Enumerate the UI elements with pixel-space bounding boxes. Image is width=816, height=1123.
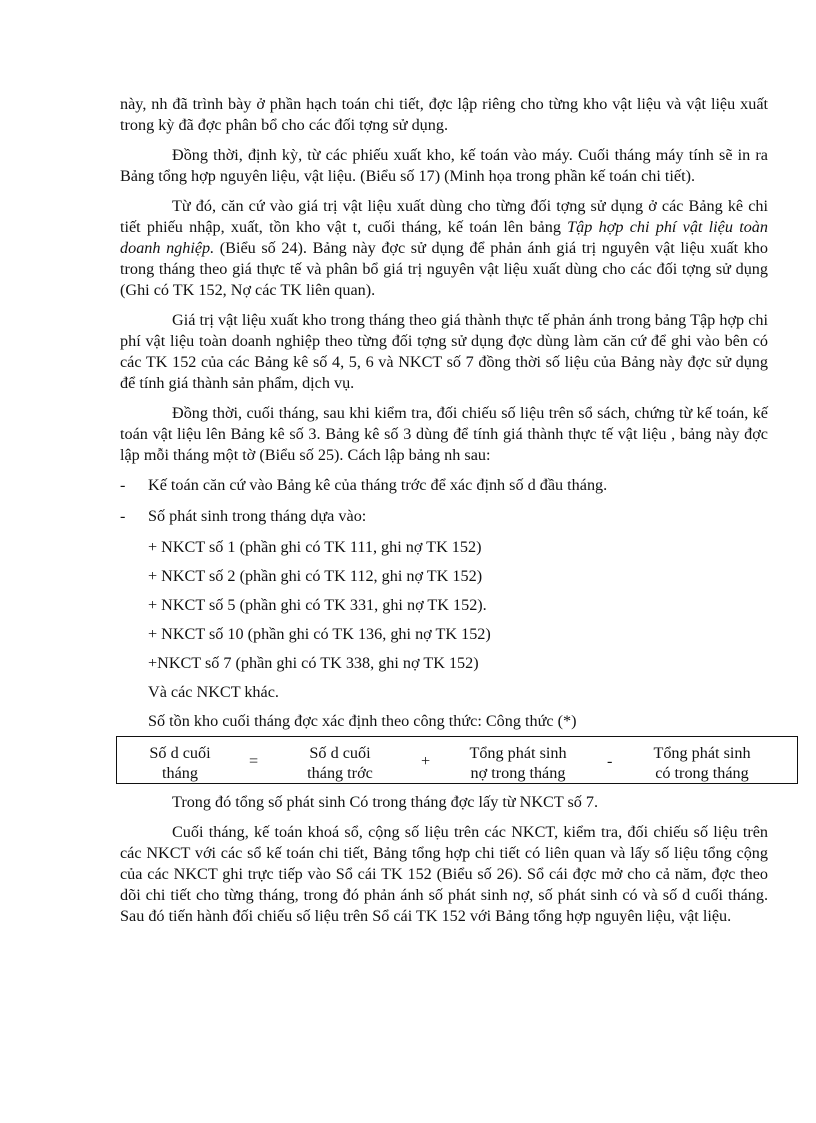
paragraph-cost-summary-part-a: Từ đó, căn cứ vào giá trị vật liệu xuất dùng cho từng đối tợng sử dụng ở các Bảng kê chi tiết phiếu nhập, xuất, tồn kho vật t, cuối tháng, kế toán lên bảng xyxy=(120,197,768,236)
list-item-nkct-10: + NKCT số 10 (phần ghi có TK 136, ghi nợ TK 152) xyxy=(148,625,491,643)
bullet-item-opening-balance xyxy=(120,475,768,496)
formula-term-credit-total xyxy=(637,743,767,783)
document-page xyxy=(120,94,768,936)
formula-term-line: Số d cuối xyxy=(149,744,211,762)
bullet-mark: - xyxy=(120,476,126,494)
formula-term-prev-balance xyxy=(285,743,395,783)
formula-term-line: Tổng phát sinh xyxy=(653,744,751,762)
formula-minus: - xyxy=(607,752,613,770)
formula-term-debit-total xyxy=(453,743,583,783)
paragraph-cost-summary xyxy=(120,196,768,301)
bullet-text: Số phát sinh trong tháng dựa vào: xyxy=(148,507,367,525)
formula-term-line: nợ trong tháng xyxy=(470,764,566,782)
paragraph-reconciliation: Đồng thời, cuối tháng, sau khi kiểm tra, đối chiếu số liệu trên sổ sách, chứng từ kế toán, kế toán vật liệu lên Bảng kê số 3. Bảng kê số 3 dùng để tính giá thành thực tế vật liệu , bảng này đợc lập mỗi tháng một tờ (Biểu số 25). Cách lập bảng nh sau: xyxy=(120,404,768,464)
paragraph-month-end-closing: Cuối tháng, kế toán khoá sổ, cộng số liệu trên các NKCT, kiểm tra, đối chiếu số liệu trên các NKCT với các sổ kế toán chi tiết, Bảng tổng hợp chi tiết có liên quan và lấy số liệu tổng cộng của các NKCT ghi trực tiếp vào Sổ cái TK 152 (Biểu số 26). Sổ cái đợc mở cho cả năm, đợc theo dõi chi tiết cho từng tháng, trong đó phản ánh số phát sinh nợ, số phát sinh có và số d cuối tháng. Sau đó tiến hành đối chiếu số liệu trên Sổ cái TK 152 với Bảng tổng hợp nguyên liệu, vật liệu. xyxy=(120,823,768,925)
paragraph-material-value: Giá trị vật liệu xuất kho trong tháng theo giá thành thực tế phản ánh trong bảng Tập hợp chi phí vật liệu toàn doanh nghiệp theo từng đối tợng sử dụng đợc dùng làm căn cứ để ghi vào bên có các TK 152 của các Bảng kê số 4, 5, 6 và NKCT số 7 đồng thời số liệu của Bảng này đợc sử dụng để tính giá thành sản phẩm, dịch vụ. xyxy=(120,311,768,392)
paragraph-intro: này, nh đã trình bày ở phần hạch toán chi tiết, đợc lập riêng cho từng kho vật liệu và vật liệu xuất trong kỳ đã đợc phân bổ cho các đối tợng sử dụng. xyxy=(120,95,768,134)
formula-intro: Số tồn kho cuối tháng đợc xác định theo công thức: Công thức (*) xyxy=(148,712,577,730)
formula-plus: + xyxy=(421,752,431,770)
list-item-nkct-5: + NKCT số 5 (phần ghi có TK 331, ghi nợ TK 152). xyxy=(148,596,487,614)
list-item-other-nkct: Và các NKCT khác. xyxy=(148,683,279,701)
bullet-mark: - xyxy=(120,507,126,525)
paragraph-cost-summary-part-b: (Biểu số 24). Bảng này đợc sử dụng để phản ánh giá trị nguyên vật liệu xuất kho trong tháng theo giá thực tế và phân bổ giá trị nguyên vật liệu xuất dùng cho các đối tợng sử dụng (Ghi có TK 152, Nợ các TK liên quan). xyxy=(120,239,768,299)
formula-term-line: Số d cuối xyxy=(309,744,371,762)
formula-term-closing-balance xyxy=(125,743,235,783)
list-item-nkct-7: +NKCT số 7 (phần ghi có TK 338, ghi nợ TK 152) xyxy=(148,654,479,672)
bullet-text: Kế toán căn cứ vào Bảng kê của tháng trớc để xác định số d đầu tháng. xyxy=(148,476,608,494)
list-item-nkct-2: + NKCT số 2 (phần ghi có TK 112, ghi nợ TK 152) xyxy=(148,567,483,585)
paragraph-credit-source: Trong đó tổng số phát sinh Có trong tháng đợc lấy từ NKCT số 7. xyxy=(172,793,599,811)
paragraph-cost-summary-italic: Tập hợp chi phí vật liệu toàn doanh nghiệp. xyxy=(120,218,768,257)
formula-term-line: tháng trớc xyxy=(307,764,373,782)
formula-equals: = xyxy=(249,752,259,770)
formula-term-line: Tổng phát sinh xyxy=(469,744,567,762)
formula-term-line: có trong tháng xyxy=(655,764,749,782)
formula-box xyxy=(116,736,798,784)
paragraph-periodic-entry: Đồng thời, định kỳ, từ các phiếu xuất kho, kế toán vào máy. Cuối tháng máy tính sẽ in ra Bảng tổng hợp nguyên liệu, vật liệu. (Biểu số 17) (Minh họa trong phần kế toán chi tiết). xyxy=(120,146,768,185)
formula-term-line: tháng xyxy=(162,764,198,782)
list-item-nkct-1: + NKCT số 1 (phần ghi có TK 111, ghi nợ TK 152) xyxy=(148,538,482,556)
bullet-item-arising xyxy=(120,506,768,527)
